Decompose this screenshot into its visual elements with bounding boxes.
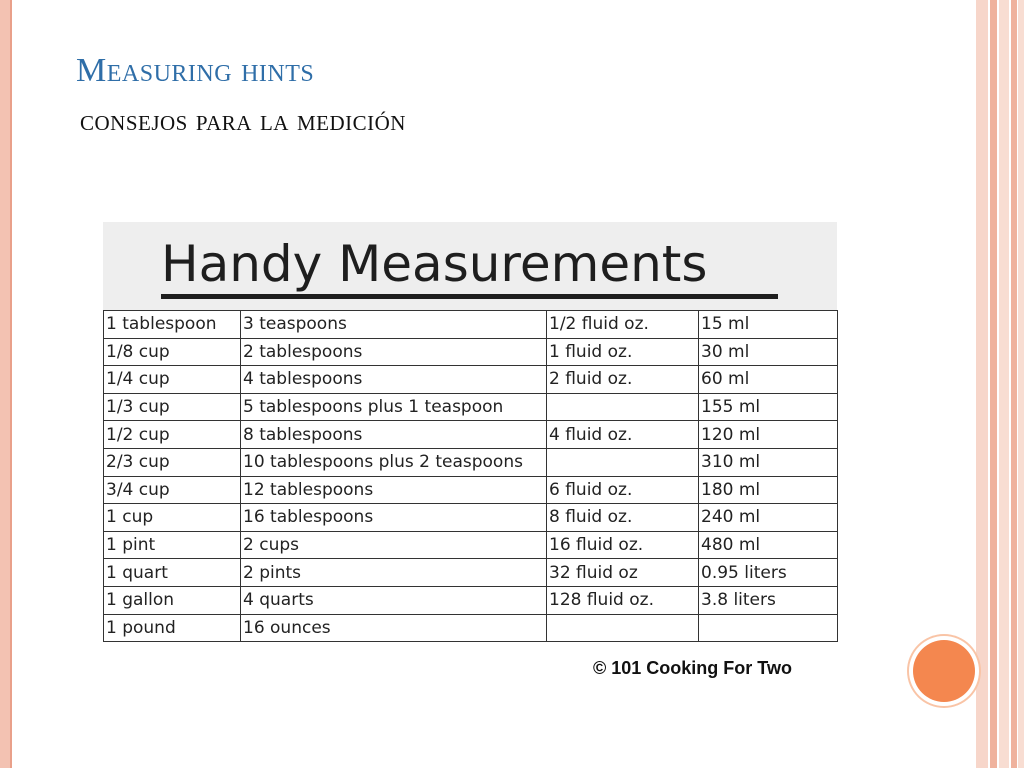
table-cell: 2 tablespoons [241,338,547,366]
table-row [104,338,838,366]
right-decorative-stripe [976,0,988,768]
table-cell: 2 pints [241,559,547,587]
table-cell: 30 ml [699,338,838,366]
table-cell: 4 quarts [241,586,547,614]
measurements-title: Handy Measurements [161,235,708,293]
table-cell: 1/2 fluid oz. [547,311,699,339]
table-cell: 240 ml [699,504,838,532]
table-row [104,476,838,504]
table-cell: 4 tablespoons [241,366,547,394]
left-decorative-stripe [0,0,12,768]
table-cell: 1 pound [104,614,241,642]
table-row [104,311,838,339]
table-cell: 2/3 cup [104,448,241,476]
table-cell: 120 ml [699,421,838,449]
table-cell: 1 pint [104,531,241,559]
table-row [104,504,838,532]
table-cell: 1 tablespoon [104,311,241,339]
table-cell: 1/2 cup [104,421,241,449]
table-cell: 6 fluid oz. [547,476,699,504]
table-cell: 1 quart [104,559,241,587]
table-cell: 16 fluid oz. [547,531,699,559]
table-cell: 12 tablespoons [241,476,547,504]
table-row [104,559,838,587]
table-cell [547,614,699,642]
table-cell: 16 ounces [241,614,547,642]
title-underline [161,294,778,299]
measurements-header [103,222,837,310]
table-cell: 0.95 liters [699,559,838,587]
table-cell: 10 tablespoons plus 2 teaspoons [241,448,547,476]
table-cell: 2 cups [241,531,547,559]
table-cell: 3 teaspoons [241,311,547,339]
table-cell: 3.8 liters [699,586,838,614]
table-cell [547,448,699,476]
table-cell: 1 cup [104,504,241,532]
table-cell: 128 fluid oz. [547,586,699,614]
table-row [104,531,838,559]
table-cell: 1/8 cup [104,338,241,366]
table-cell: 155 ml [699,393,838,421]
table-cell: 1/4 cup [104,366,241,394]
decorative-orb [913,640,975,702]
table-cell: 1 fluid oz. [547,338,699,366]
table-row [104,614,838,642]
table-cell [547,393,699,421]
table-cell: 5 tablespoons plus 1 teaspoon [241,393,547,421]
table-cell: 1 gallon [104,586,241,614]
table-cell: 8 fluid oz. [547,504,699,532]
table-row [104,366,838,394]
table-cell: 480 ml [699,531,838,559]
table-cell: 16 tablespoons [241,504,547,532]
table-row [104,421,838,449]
right-decorative-stripe [1011,0,1017,768]
table-cell: 15 ml [699,311,838,339]
right-decorative-stripe [999,0,1009,768]
table-cell: 310 ml [699,448,838,476]
table-cell [699,614,838,642]
table-cell: 3/4 cup [104,476,241,504]
table-cell: 4 fluid oz. [547,421,699,449]
table-cell: 1/3 cup [104,393,241,421]
table-row [104,393,838,421]
measurements-image [103,222,837,684]
measurements-table [103,310,838,642]
table-cell: 32 fluid oz [547,559,699,587]
copyright-credit: © 101 Cooking For Two [593,658,792,678]
table-cell: 2 fluid oz. [547,366,699,394]
right-decorative-stripe [1018,0,1024,768]
table-cell: 180 ml [699,476,838,504]
right-decorative-stripe [990,0,997,768]
table-row [104,586,838,614]
table-cell: 60 ml [699,366,838,394]
slide-title: Measuring hints [76,52,315,89]
table-row [104,448,838,476]
table-cell: 8 tablespoons [241,421,547,449]
slide-subtitle: consejos para la medición [80,104,406,137]
